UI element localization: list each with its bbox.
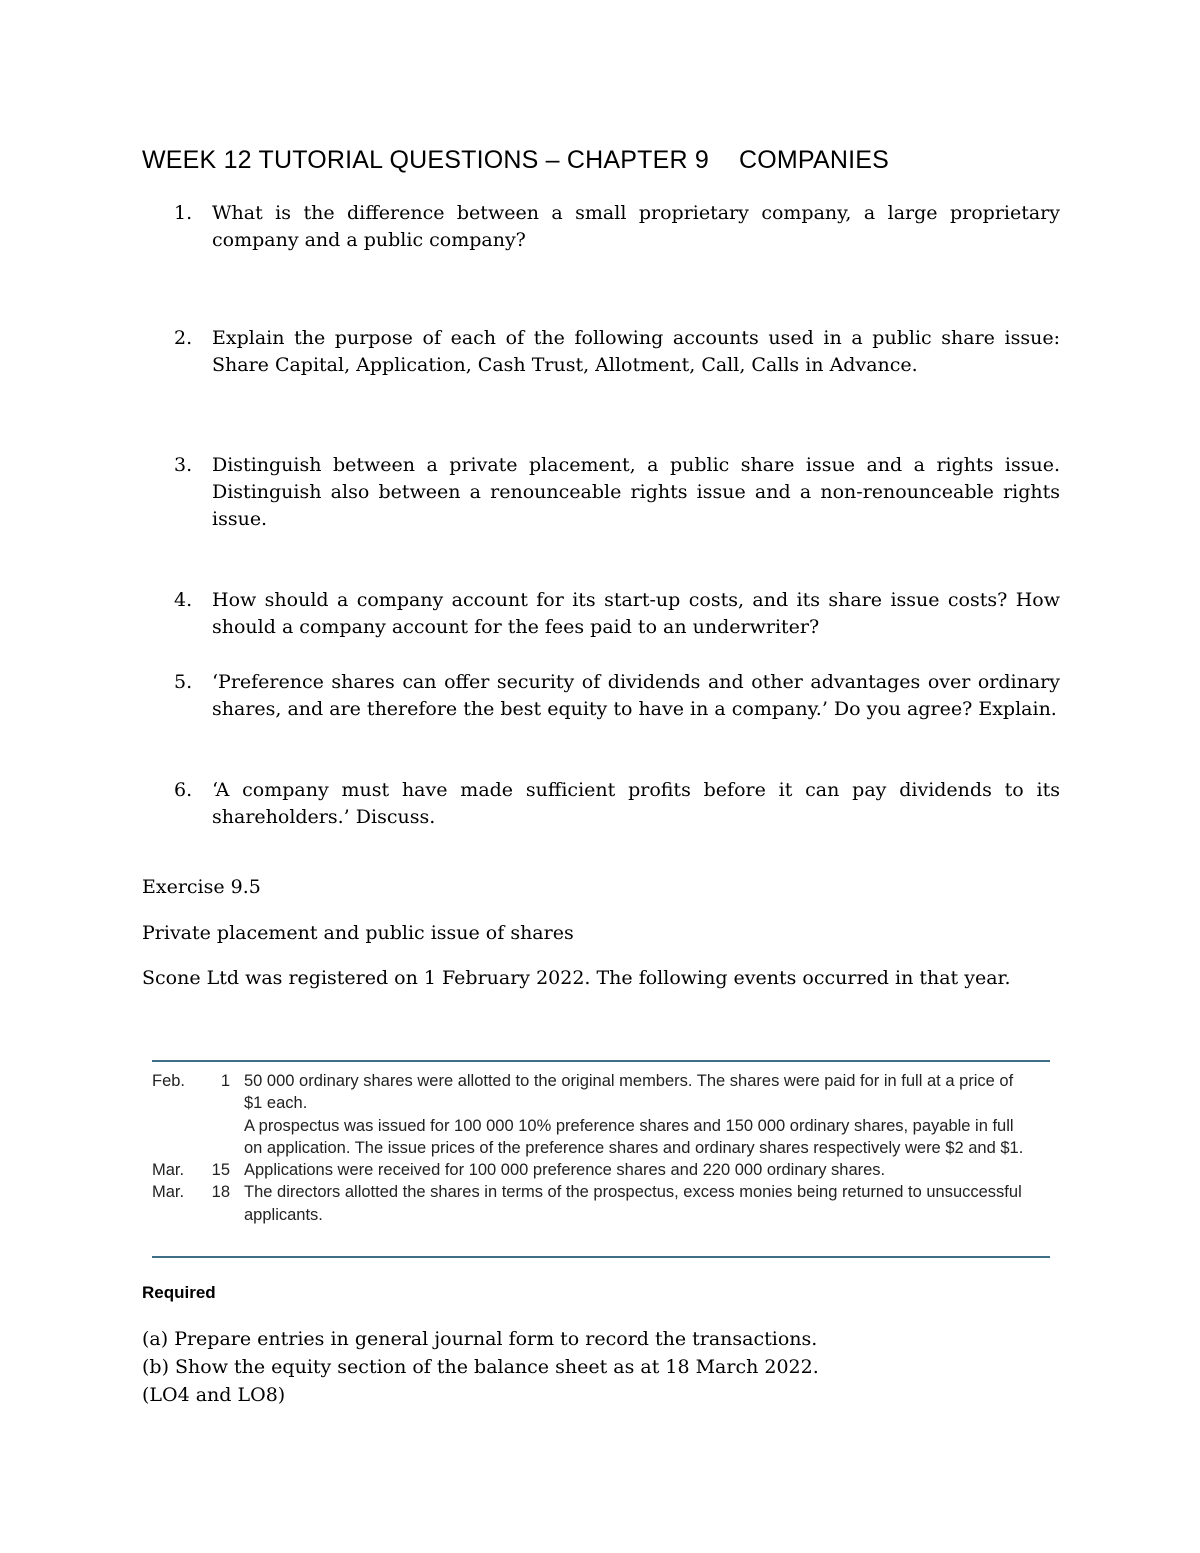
event-day: 1 (220, 1072, 230, 1090)
required-item-a: (a) Prepare entries in general journal form to record the transactions. (142, 1328, 818, 1350)
exercise-subtitle: Private placement and public issue of shares (142, 922, 574, 944)
title-topic: COMPANIES (739, 146, 889, 174)
question-3 (174, 452, 1060, 533)
event-row (152, 1181, 1050, 1226)
question-number: 1. (174, 202, 193, 224)
event-row (152, 1115, 1050, 1160)
question-4 (174, 587, 1060, 641)
question-text: Explain the purpose of each of the following accounts used in a public share issue: Share Capital, Application, Cash Trust, Allotment, Call, Calls in Advance. (212, 327, 1060, 376)
event-description: The directors allotted the shares in terms of the prospectus, excess monies being returned to unsuccessful applicants. (244, 1183, 1022, 1224)
event-description: Applications were received for 100 000 preference shares and 220 000 ordinary shares. (244, 1161, 886, 1180)
question-6 (174, 777, 1060, 831)
question-1 (174, 200, 1060, 254)
event-month: Mar. (152, 1183, 185, 1202)
required-list (142, 1325, 819, 1409)
title-main: WEEK 12 TUTORIAL QUESTIONS – CHAPTER 9 (142, 146, 709, 174)
question-text: What is the difference between a small proprietary company, a large proprietary company and a public company? (212, 202, 1060, 251)
question-number: 2. (174, 327, 193, 349)
question-text: ‘A company must have made sufficient profits before it can pay dividends to its shareholders.’ Discuss. (212, 779, 1060, 828)
question-number: 6. (174, 779, 193, 801)
event-day: 15 (211, 1161, 230, 1180)
question-number: 4. (174, 589, 193, 611)
question-2 (174, 325, 1060, 379)
required-item-b: (b) Show the equity section of the balance sheet as at 18 March 2022. (142, 1356, 819, 1378)
learning-outcomes: (LO4 and LO8) (142, 1384, 286, 1406)
question-text: How should a company account for its start-up costs, and its share issue costs? How should a company account for the fees paid to an underwriter? (212, 589, 1060, 638)
event-date (152, 1159, 240, 1181)
question-text: Distinguish between a private placement, a public share issue and a rights issue. Distinguish also between a renounceable rights issue and a non-renounceable rights issue. (212, 454, 1060, 530)
events-table (152, 1060, 1050, 1258)
event-description: 50 000 ordinary shares were allotted to the original members. The shares were paid for in full at a price of $1 each. (244, 1072, 1014, 1113)
event-row (152, 1159, 1050, 1181)
event-date (152, 1181, 240, 1203)
event-month: Mar. (152, 1161, 185, 1180)
event-month: Feb. (152, 1072, 186, 1090)
event-date (152, 1070, 240, 1092)
question-number: 3. (174, 454, 193, 476)
question-5 (174, 669, 1060, 723)
event-date (152, 1115, 240, 1137)
required-heading: Required (142, 1283, 216, 1302)
exercise-intro: Scone Ltd was registered on 1 February 2022. The following events occurred in that year. (142, 967, 1011, 989)
question-text: ‘Preference shares can offer security of dividends and other advantages over ordinary shares, and are therefore the best equity to have in a company.’ Do you agree? Explain. (212, 671, 1060, 720)
page-title (142, 146, 889, 175)
exercise-label: Exercise 9.5 (142, 876, 261, 898)
question-number: 5. (174, 671, 193, 693)
event-day: 18 (211, 1183, 230, 1202)
event-row (152, 1070, 1050, 1115)
event-description: A prospectus was issued for 100 000 10% preference shares and 150 000 ordinary shares, payable in full on application. The issue prices of the preference shares and ordinary shares respectively were $2 and $1. (244, 1116, 1024, 1157)
